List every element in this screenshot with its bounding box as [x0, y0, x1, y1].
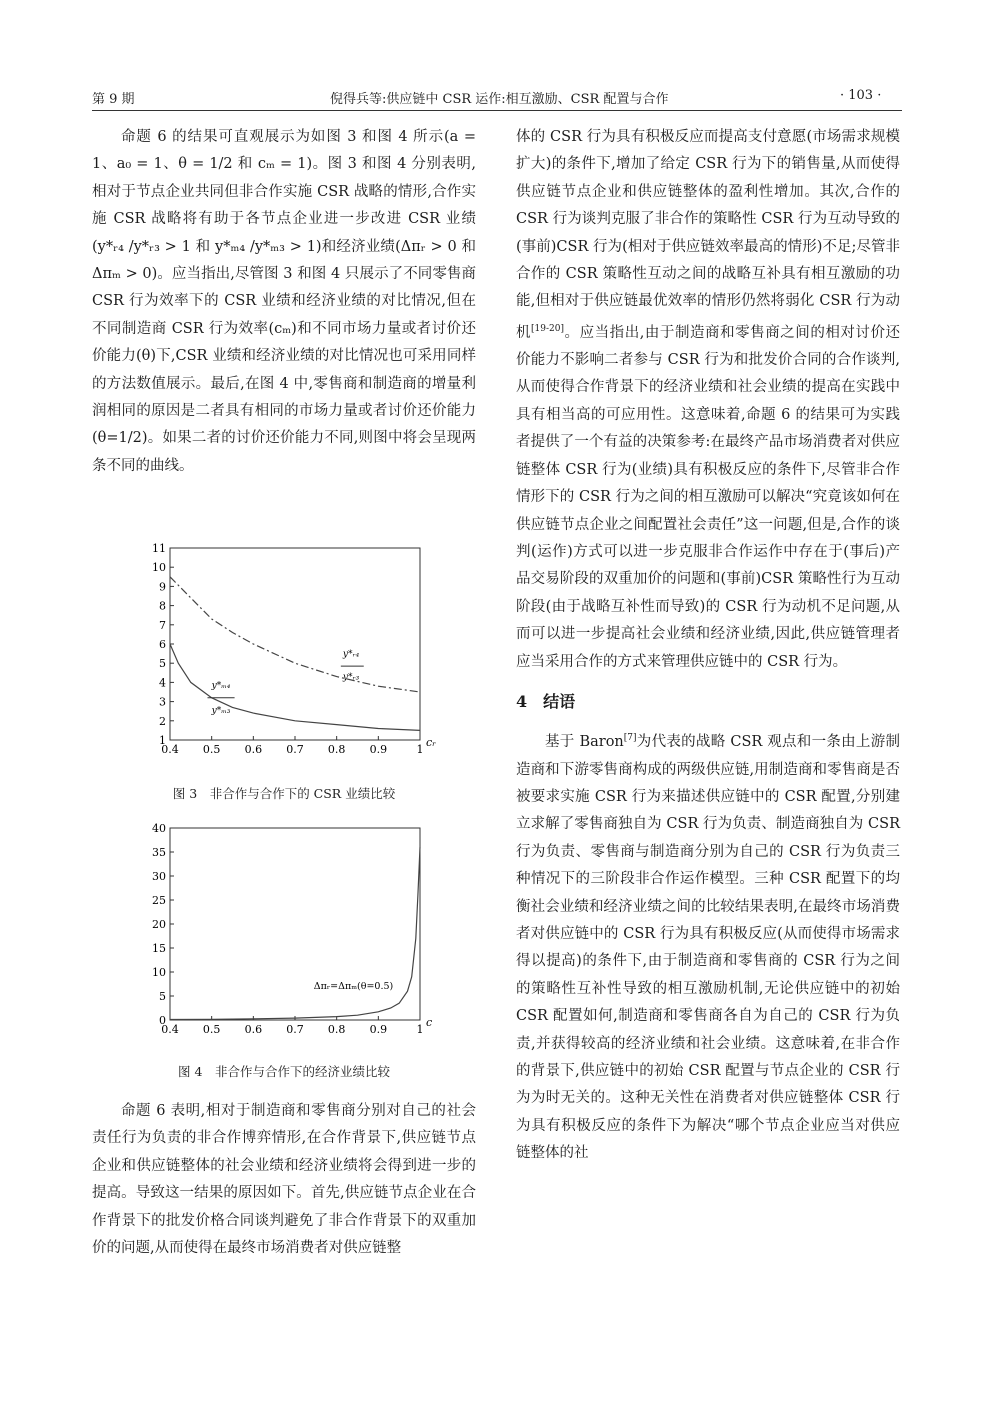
section-title: 结语 [543, 691, 576, 711]
right-para-2-text: 基于 Baron [545, 734, 624, 751]
x-tick-label: 0.7 [286, 1023, 304, 1035]
right-para-1-text: 体的 CSR 行为具有积极反应而提高支付意愿(市场需求规模扩大)的条件下,增加了给定 CSR 行为下的销售量,从而使得供应链节点企业和供应链整体的盈利性增加。其次,合作的 CSR 行为谈判克服了非合作的策略性 CSR 行为互动导致的(事前)CSR 行为(相对于供应链效率最高的情形)不足;尽管非合作的 CSR 策略性互动之间的战略互补具有相互激励的功能,但相对于供应链最优效率的情形仍然将弱化 CSR 行为动机 [516, 129, 900, 341]
y-tick-label: 7 [159, 618, 166, 632]
y-tick-label: 25 [152, 894, 166, 907]
section-number: 4 [516, 691, 528, 711]
y-tick-label: 8 [159, 599, 166, 613]
left-para-2: 命题 6 表明,相对于制造商和零售商分别对自己的社会责任行为负责的非合作博弈情形,在合作背景下,供应链节点企业和供应链整体的社会业绩和经济业绩将会得到进一步的提高。导致这一结果的原因如下。首先,供应链节点企业在合作背景下的批发价格合同谈判避免了非合作背景下的双重加价的问题,从而使得在最终市场消费者对供应链整 [92, 1103, 476, 1257]
y-tick-label: 10 [152, 561, 166, 575]
y-tick-label: 9 [159, 580, 166, 594]
x-tick-label: 0.9 [369, 743, 388, 755]
x-tick-label: 0.4 [161, 743, 179, 755]
figure-4 [138, 820, 438, 1035]
series-label-yr3: y*ᵣ₃ [342, 672, 360, 683]
header-title: 倪得兵等:供应链中 CSR 运作:相互激励、CSR 配置与合作 [330, 92, 669, 107]
y-tick-label: 5 [159, 657, 166, 671]
left-para-1: 命题 6 的结果可直观展示为如图 3 和图 4 所示(a = 1、a₀ = 1、θ = 1/2 和 cₘ = 1)。图 3 和图 4 分别表明,相对于节点企业共同但非合作实施 CSR 战略的情形,合作实施 CSR 战略将有助于各节点企业进一步改进 CSR 业绩(y*ᵣ₄ /y*ᵣ₃ > 1 和 y*ₘ₄ /y*ₘ₃ > 1)和经济业绩(Δπᵣ > 0 和 Δπₘ > 0)。应当指出,尽管图 3 和图 4 只展示了不同零售商 CSR 行为效率下的 CSR 业绩和经济业绩的对比情况,但在不同制造商 CSR 行为效率(cₘ)和不同市场力量或者讨价还价能力(θ)下,CSR 业绩和经济业绩的对比情况也可采用同样的方法数值展示。最后,在图 4 中,零售商和制造商的增量利润相同的原因是二者具有相同的市场力量或者讨价还价能力(θ=1/2)。如果二者的讨价还价能力不同,则图中将会呈现两条不同的曲线。 [92, 129, 476, 474]
x-tick-label: 0.5 [202, 1023, 221, 1035]
right-para-2-cont: 为代表的战略 CSR 观点和一条由上游制造商和下游零售商构成的两级供应链,用制造商和零售商是否被要求实施 CSR 行为来描述供应链中的 CSR 配置,分别建立求解了零售商独自为 CSR 行为负责、制造商独自为 CSR 行为负责、零售商与制造商分别为自己的 CSR 行为负责三种情况下的三阶段非合作运作模型。三种 CSR 配置下的均衡社会业绩和经济业绩之间的比较结果表明,在最终市场消费者对供应链中的 CSR 行为具有积极反应(从而使得市场需求得以提高)的条件下,由于制造商和零售商的 CSR 行为之间的策略性互补性导致的相互激励机制,无论供应链中的初始 CSR 配置如何,制造商和零售商各自为自己的 CSR 行为负责,并获得较高的经济业绩和社会业绩。这意味着,在非合作的背景下,供应链中的初始 CSR 配置与节点企业的 CSR 行为为时无关的。这种无关性在消费者对供应链整体 CSR 行为具有积极反应的条件下为解决“哪个节点企业应当对供应链整体的社 [516, 734, 900, 1162]
section-heading [516, 688, 900, 715]
x-tick-label: 0.6 [244, 743, 263, 755]
header-page: · 103 · [840, 88, 882, 103]
right-para-1-cont: 。应当指出,由于制造商和零售商之间的相对讨价还价能力不影响二者参与 CSR 行为和批发价合同的合作谈判,从而使得合作背景下的经济业绩和社会业绩的提高在实践中具有相当高的可应用性。这意味着,命题 6 的结果可为实践者提供了一个有益的决策参考:在最终产品市场消费者对供应链整体 CSR 行为(业绩)具有积极反应的条件下,尽管非合作情形下的 CSR 行为之间的相互激励可以解决“究竟该如何在供应链节点企业之间配置社会责任”这一问题,但是,合作的谈判(运作)方式可以进一步克服非合作运作中存在于(事后)产品交易阶段的双重加价的问题和(事前)CSR 策略性行为互动阶段(由于战略互补性而导致)的 CSR 行为动机不足问题,从而可以进一步提高社会业绩和经济业绩,因此,供应链管理者应当采用合作的方式来管理供应链中的 CSR 行为。 [516, 324, 901, 670]
x-tick-label: 1 [416, 743, 424, 755]
right-para-1 [516, 124, 900, 676]
left-column-bottom [92, 1098, 476, 1262]
x-tick-label: 0.4 [161, 1023, 179, 1035]
y-tick-label: 20 [152, 918, 166, 931]
citation: [19-20] [531, 323, 565, 334]
figure-3-caption: 图 3 非合作与合作下的 CSR 业绩比较 [172, 786, 396, 801]
series-label-ym4: y*ₘ₄ [211, 681, 231, 692]
y-tick-label: 40 [152, 822, 166, 835]
x-tick-label: 0.7 [286, 743, 304, 755]
y-tick-label: 15 [152, 942, 166, 955]
y-tick-label: 5 [159, 990, 166, 1003]
figure-3 [138, 540, 438, 755]
y-tick-label: 10 [152, 966, 166, 979]
y-tick-label: 3 [159, 695, 166, 709]
right-column [516, 124, 900, 1168]
y-tick-label: 2 [159, 714, 166, 728]
y-tick-label: 4 [159, 676, 166, 690]
y-tick-label: 11 [152, 542, 166, 555]
x-tick-label: 0.9 [369, 1023, 388, 1035]
x-axis-label: cᵣ [426, 736, 436, 749]
x-tick-label: 1 [416, 1023, 424, 1035]
series-label-ym3: y*ₘ₃ [211, 706, 231, 717]
y-tick-label: 30 [152, 870, 166, 883]
x-tick-label: 0.6 [244, 1023, 263, 1035]
header-rule [92, 110, 902, 111]
left-column [92, 124, 476, 480]
figure-4-chart [138, 820, 438, 1035]
x-axis-label: c [426, 1016, 433, 1029]
citation: [7] [623, 733, 637, 744]
y-tick-label: 0 [159, 1014, 166, 1027]
y-tick-label: 1 [159, 734, 166, 747]
header-issue: 第 9 期 [92, 92, 135, 107]
right-para-2 [516, 725, 900, 1167]
figure-4-caption: 图 4 非合作与合作下的经济业绩比较 [178, 1064, 390, 1079]
y-tick-label: 35 [152, 846, 166, 859]
x-tick-label: 0.5 [202, 743, 221, 755]
series-label-delta-pi: Δπᵣ=Δπₘ(θ=0.5) [313, 980, 394, 992]
y-tick-label: 6 [159, 638, 166, 651]
series-label-yr4: y*ᵣ₄ [342, 649, 360, 660]
x-tick-label: 0.8 [327, 1023, 346, 1035]
figure-3-chart [138, 540, 438, 755]
x-tick-label: 0.8 [327, 743, 346, 755]
plot-frame [170, 548, 420, 740]
